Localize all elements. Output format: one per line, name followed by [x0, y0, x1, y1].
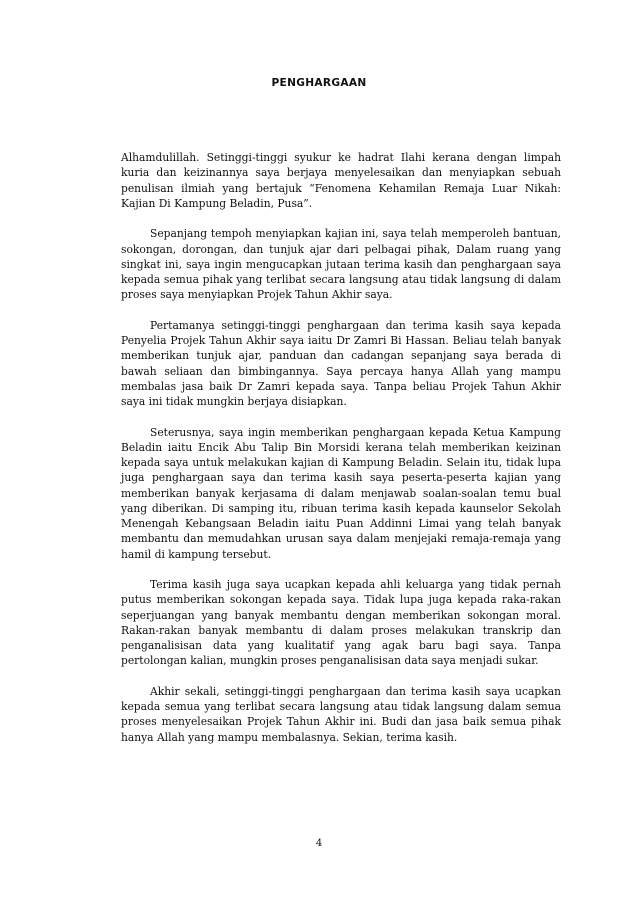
- body-text: [121, 150, 561, 745]
- paragraph-family-friends: Terima kasih juga saya ucapkan kepada ahli keluarga yang tidak pernah putus memberikan sokongan kepada saya. Tidak lupa juga kepada raka-rakan seperjuangan yang banyak membantu dengan memberikan sokongan moral. Rakan-rakan banyak membantu di dalam proses melakukan transkrip dan penganalisisan data yang kualitatif yang agak baru bagi saya. Tanpa pertolongan kalian, mungkin proses penganalisisan data saya menjadi sukar.: [121, 578, 561, 668]
- page-title: PENGHARGAAN: [271, 77, 367, 89]
- paragraph-supervisor: Pertamanya setinggi-tinggi penghargaan dan terima kasih saya kepada Penyelia Projek Tahun Akhir saya iaitu Dr Zamri Bi Hassan. Beliau telah banyak memberikan tunjuk ajar, panduan dan cadangan sepanjang saya berada di bawah seliaan dan bimbingannya. Saya percaya hanya Allah yang mampu membalas jasa baik Dr Zamri kepada saya. Tanpa beliau Projek Tahun Akhir saya ini tidak mungkin berjaya disiapkan.: [121, 318, 561, 409]
- paragraph-support: Sepanjang tempoh menyiapkan kajian ini, saya telah memperoleh bantuan, sokongan, dorongan, dan tunjuk ajar dari pelbagai pihak, Dalam ruang yang singkat ini, saya ingin mengucapkan jutaan terima kasih dan penghargaan saya kepada semua pihak yang terlibat secara langsung atau tidak langsung di dalam proses saya menyiapkan Projek Tahun Akhir saya.: [121, 227, 561, 302]
- paragraph-village-head: Seterusnya, saya ingin memberikan penghargaan kepada Ketua Kampung Beladin iaitu Encik Abu Talip Bin Morsidi kerana telah memberikan keizinan kepada saya untuk melakukan kajian di Kampung Beladin. Selain itu, tidak lupa juga penghargaan saya dan terima kasih saya peserta-peserta kajian yang memberikan banyak kerjasama di dalam menjawab soalan-soalan temu bual yang diberikan. Di samping itu, ribuan terima kasih kepada kaunselor Sekolah Menengah Kebangsaan Beladin iaitu Puan Addinni Limai yang telah banyak membantu dan memudahkan urusan saya dalam menjejaki remaja-remaja yang hamil di kampung tersebut.: [121, 425, 561, 561]
- paragraph-closing: Akhir sekali, setinggi-tinggi penghargaan dan terima kasih saya ucapkan kepada semua yang terlibat secara langsung atau tidak langsung dalam semua proses menyelesaikan Projek Tahun Akhir ini. Budi dan jasa baik semua pihak hanya Allah yang mampu membalasnya. Sekian, terima kasih.: [121, 684, 561, 744]
- paragraph-opening: Alhamdulillah. Setinggi-tinggi syukur ke hadrat Ilahi kerana dengan limpah kuria dan keizinannya saya berjaya menyelesaikan dan menyiapkan sebuah penulisan ilmiah yang bertajuk “Fenomena Kehamilan Remaja Luar Nikah: Kajian Di Kampung Beladin, Pusa”.: [121, 151, 561, 210]
- page-number: 4: [315, 838, 323, 849]
